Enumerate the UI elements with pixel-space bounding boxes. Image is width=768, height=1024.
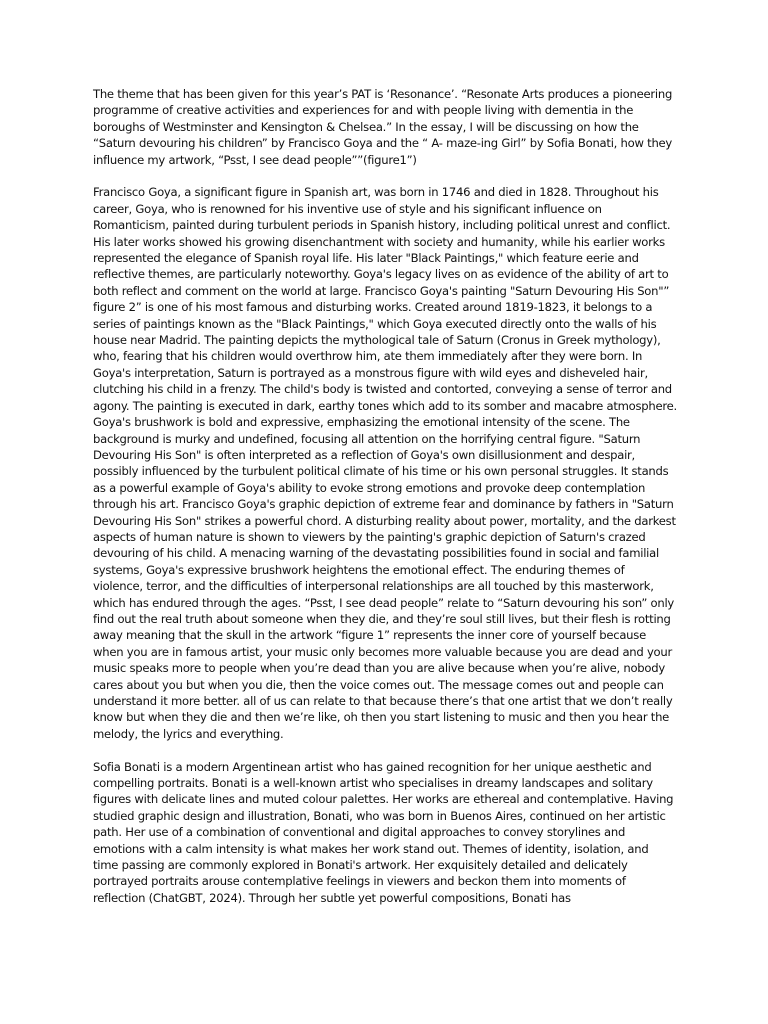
paragraph-goya: Francisco Goya, a significant figure in Spanish art, was born in 1746 and died in 1828. Throughout his career, Goya, who is renowned for his inventive use of style and his significant influence on Romanticism, painted during turbulent periods in Spanish history, including political unrest and conflict. His later works showed his growing disenchantment with society and humanity, while his earlier works represented the elegance of Spanish royal life. His later "Black Paintings," which feature eerie and reflective themes, are particularly noteworthy. Goya's legacy lives on as evidence of the ability of art to both reflect and comment on the world at large. Francisco Goya's painting "Saturn Devouring His Son"” figure 2” is one of his most famous and disturbing works. Created around 1819-1823, it belongs to a series of paintings known as the "Black Paintings," which Goya executed directly onto the walls of his house near Madrid. The painting depicts the mythological tale of Saturn (Cronus in Greek mythology), who, fearing that his children would overthrow him, ate them immediately after they were born. In Goya's interpretation, Saturn is portrayed as a monstrous figure with wild eyes and disheveled hair, clutching his child in a frenzy. The child's body is twisted and contorted, conveying a sense of terror and agony. The painting is executed in dark, earthy tones which add to its somber and macabre atmosphere. Goya's brushwork is bold and expressive, emphasizing the emotional intensity of the scene. The background is murky and undefined, focusing all attention on the horrifying central figure. "Saturn Devouring His Son" is often interpreted as a reflection of Goya's own disillusionment and despair, possibly influenced by the turbulent political climate of his time or his own personal struggles. It stands as a powerful example of Goya's ability to evoke strong emotions and provoke deep contemplation through his art. Francisco Goya's graphic depiction of extreme fear and dominance by fathers in "Saturn Devouring His Son" strikes a powerful chord. A disturbing reality about power, mortality, and the darkest aspects of human nature is shown to viewers by the painting's graphic depiction of Saturn's crazed devouring of his child. A menacing warning of the devastating possibilities found in social and familial systems, Goya's expressive brushwork heightens the emotional effect. The enduring themes of violence, terror, and the difficulties of interpersonal relationships are all touched by this masterwork, which has endured through the ages. “Psst, I see dead people” relate to “Saturn devouring his son” only find out the real truth about someone when they die, and they’re soul still lives, but their flesh is rotting away meaning that the skull in the artwork “figure 1” represents the inner core of yourself because when you are in famous artist, your music only becomes more valuable because you are dead and your music speaks more to people when you’re dead than you are alive because when you’re alive, nobody cares about you but when you die, then the voice comes out. The message comes out and people can understand it more better. all of us can relate to that because there’s that one artist that we don’t really know but when they die and then we’re like, oh then you start listening to music and then you hear the melody, the lyrics and everything. (93, 185, 677, 741)
paragraph-intro: The theme that has been given for this year’s PAT is ‘Resonance’. “Resonate Arts produces a pioneering programme of creative activities and experiences for and with people living with dementia in the boroughs of Westminster and Kensington & Chelsea.” In the essay, I will be discussing on how the “Saturn devouring his children” by Francisco Goya and the “ A- maze-ing Girl” by Sofia Bonati, how they influence my artwork, “Psst, I see dead people””(figure1”) (93, 87, 673, 167)
paragraph-bonati: Sofia Bonati is a modern Argentinean artist who has gained recognition for her unique aesthetic and compelling portraits. Bonati is a well-known artist who specialises in dreamy landscapes and solitary figures with delicate lines and muted colour palettes. Her works are ethereal and contemplative. Having studied graphic design and illustration, Bonati, who was born in Buenos Aires, continued on her artistic path. Her use of a combination of conventional and digital approaches to convey storylines and emotions with a calm intensity is what makes her work stand out. Themes of identity, isolation, and time passing are commonly explored in Bonati's artwork. Her exquisitely detailed and delicately portrayed portraits arouse contemplative feelings in viewers and beckon them into moments of reflection (ChatGBT, 2024). Through her subtle yet powerful compositions, Bonati has (93, 759, 674, 905)
essay-body (93, 86, 677, 923)
